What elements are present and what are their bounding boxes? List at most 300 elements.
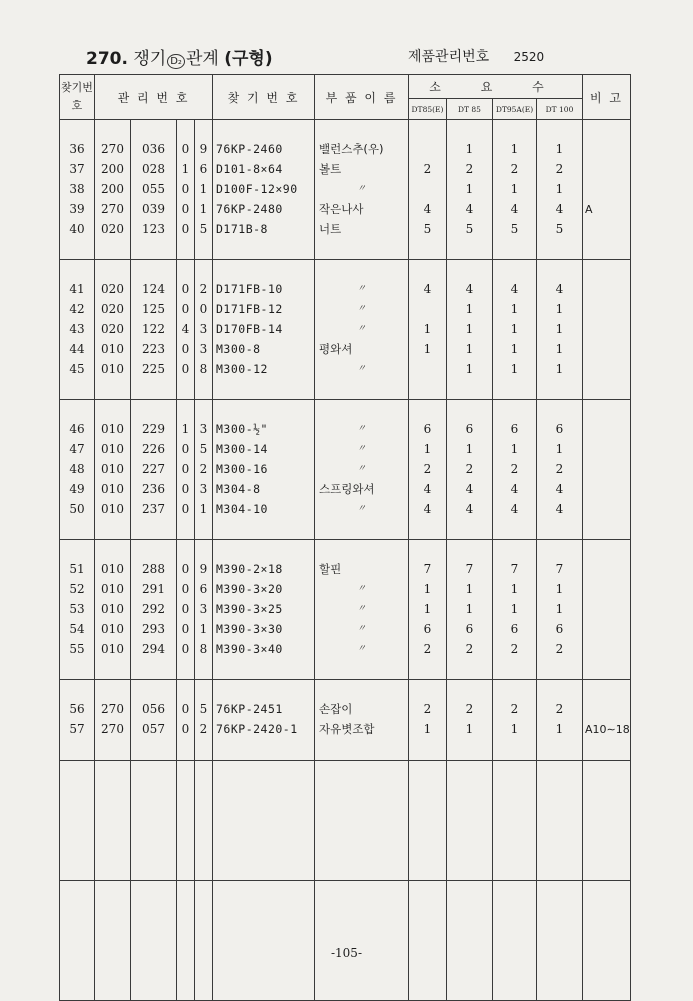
spacer-cell bbox=[213, 399, 315, 420]
col-model-dt95ae: DT95A(E) bbox=[493, 99, 537, 120]
spacer-cell bbox=[60, 399, 95, 420]
empty-cell bbox=[131, 760, 177, 880]
mgmt-2-cell: 294 bbox=[131, 639, 177, 659]
mgmt-4-cell: 0 bbox=[195, 300, 213, 320]
part-number-cell: M390-3×40 bbox=[213, 639, 315, 659]
part-number-cell: 76KP-2460 bbox=[213, 140, 315, 160]
qty-dt95ae-cell: 2 bbox=[493, 639, 537, 659]
mgmt-4-cell: 1 bbox=[195, 619, 213, 639]
spacer-cell bbox=[409, 399, 447, 420]
col-model-dt85: DT 85 bbox=[447, 99, 493, 120]
spacer-cell bbox=[213, 539, 315, 560]
empty-cell bbox=[583, 760, 631, 880]
spacer-cell bbox=[131, 679, 177, 700]
mgmt-2-cell: 125 bbox=[131, 300, 177, 320]
find-no-cell: 55 bbox=[60, 639, 95, 659]
empty-cell bbox=[213, 880, 315, 1000]
qty-dt100-cell: 4 bbox=[537, 479, 583, 499]
qty-dt85e-cell: 2 bbox=[409, 639, 447, 659]
mgmt-3-cell: 0 bbox=[177, 639, 195, 659]
mgmt-2-cell: 227 bbox=[131, 460, 177, 480]
qty-dt100-cell: 6 bbox=[537, 420, 583, 440]
remarks-cell bbox=[583, 580, 631, 600]
page-title bbox=[86, 44, 273, 69]
spacer-cell bbox=[131, 519, 177, 540]
qty-dt95ae-cell: 7 bbox=[493, 560, 537, 580]
mgmt-2-cell: 292 bbox=[131, 600, 177, 620]
parts-table bbox=[59, 74, 631, 1001]
qty-dt85-cell: 1 bbox=[447, 600, 493, 620]
mgmt-4-cell: 8 bbox=[195, 639, 213, 659]
qty-dt85e-cell: 4 bbox=[409, 499, 447, 519]
empty-cell bbox=[60, 880, 95, 1000]
spacer-cell bbox=[447, 399, 493, 420]
spacer-cell bbox=[447, 259, 493, 280]
spacer-cell bbox=[195, 740, 213, 761]
empty-cell bbox=[177, 880, 195, 1000]
qty-dt85e-cell: 6 bbox=[409, 619, 447, 639]
qty-dt85-cell: 5 bbox=[447, 219, 493, 239]
remarks-cell bbox=[583, 639, 631, 659]
remarks-cell bbox=[583, 219, 631, 239]
part-number-cell: D170FB-14 bbox=[213, 320, 315, 340]
mgmt-2-cell: 288 bbox=[131, 560, 177, 580]
part-name-cell: 자유볏조합 bbox=[315, 720, 409, 740]
qty-dt85e-cell bbox=[409, 140, 447, 160]
mgmt-1-cell: 010 bbox=[95, 359, 131, 379]
empty-cell bbox=[493, 880, 537, 1000]
remarks-cell bbox=[583, 180, 631, 200]
qty-dt95ae-cell: 1 bbox=[493, 320, 537, 340]
spacer-cell bbox=[177, 539, 195, 560]
spacer-cell bbox=[537, 399, 583, 420]
mgmt-1-cell: 270 bbox=[95, 700, 131, 720]
remarks-cell bbox=[583, 619, 631, 639]
mgmt-4-cell: 5 bbox=[195, 219, 213, 239]
table-row bbox=[60, 720, 631, 740]
remarks-cell bbox=[583, 339, 631, 359]
table-row bbox=[60, 180, 631, 200]
qty-dt85e-cell bbox=[409, 359, 447, 379]
product-code-value: 2520 bbox=[513, 50, 545, 64]
mgmt-2-cell: 057 bbox=[131, 720, 177, 740]
group-spacer-top bbox=[60, 120, 631, 141]
part-number-cell: M304-10 bbox=[213, 499, 315, 519]
qty-dt85e-cell: 4 bbox=[409, 479, 447, 499]
mgmt-2-cell: 124 bbox=[131, 280, 177, 300]
table-row bbox=[60, 499, 631, 519]
qty-dt85e-cell: 2 bbox=[409, 460, 447, 480]
qty-dt85e-cell: 1 bbox=[409, 580, 447, 600]
part-number-cell: M300-14 bbox=[213, 440, 315, 460]
group-spacer-bottom bbox=[60, 740, 631, 761]
group-spacer-top bbox=[60, 259, 631, 280]
mgmt-4-cell: 3 bbox=[195, 600, 213, 620]
spacer-cell bbox=[315, 740, 409, 761]
remarks-cell bbox=[583, 440, 631, 460]
mgmt-2-cell: 293 bbox=[131, 619, 177, 639]
title-prefix: 쟁기 bbox=[133, 49, 167, 69]
part-name-cell: 〃 bbox=[315, 359, 409, 379]
spacer-cell bbox=[195, 120, 213, 141]
qty-dt95ae-cell: 1 bbox=[493, 580, 537, 600]
mgmt-2-cell: 123 bbox=[131, 219, 177, 239]
empty-cell bbox=[131, 880, 177, 1000]
table-row bbox=[60, 339, 631, 359]
remarks-cell bbox=[583, 420, 631, 440]
empty-cell bbox=[195, 760, 213, 880]
part-name-cell: 평와셔 bbox=[315, 339, 409, 359]
table-row bbox=[60, 639, 631, 659]
remarks-cell bbox=[583, 359, 631, 379]
spacer-cell bbox=[60, 659, 95, 680]
qty-dt85e-cell: 1 bbox=[409, 600, 447, 620]
spacer-cell bbox=[583, 379, 631, 400]
spacer-cell bbox=[409, 679, 447, 700]
empty-cell bbox=[195, 880, 213, 1000]
remarks-cell bbox=[583, 460, 631, 480]
spacer-cell bbox=[95, 120, 131, 141]
empty-cell bbox=[95, 760, 131, 880]
part-name-cell: 〃 bbox=[315, 300, 409, 320]
col-model-dt100: DT 100 bbox=[537, 99, 583, 120]
table-row bbox=[60, 219, 631, 239]
mgmt-1-cell: 020 bbox=[95, 320, 131, 340]
qty-dt100-cell: 1 bbox=[537, 440, 583, 460]
mgmt-3-cell: 0 bbox=[177, 600, 195, 620]
col-model-dt85e: DT85(E) bbox=[409, 99, 447, 120]
remarks-cell bbox=[583, 700, 631, 720]
mgmt-2-cell: 028 bbox=[131, 160, 177, 180]
qty-dt85-cell: 7 bbox=[447, 560, 493, 580]
find-no-cell: 42 bbox=[60, 300, 95, 320]
spacer-cell bbox=[537, 259, 583, 280]
empty-cell bbox=[409, 760, 447, 880]
qty-dt95ae-cell: 1 bbox=[493, 300, 537, 320]
qty-dt100-cell: 1 bbox=[537, 720, 583, 740]
spacer-cell bbox=[493, 539, 537, 560]
mgmt-1-cell: 010 bbox=[95, 639, 131, 659]
find-no-cell: 53 bbox=[60, 600, 95, 620]
qty-dt85-cell: 6 bbox=[447, 619, 493, 639]
table-row bbox=[60, 460, 631, 480]
spacer-cell bbox=[213, 120, 315, 141]
qty-dt85e-cell bbox=[409, 300, 447, 320]
empty-cell bbox=[409, 880, 447, 1000]
spacer-cell bbox=[447, 740, 493, 761]
group-spacer-top bbox=[60, 539, 631, 560]
section-number: 270. bbox=[86, 49, 128, 69]
mgmt-4-cell: 3 bbox=[195, 339, 213, 359]
title-circled-label: D₂ bbox=[167, 54, 185, 69]
part-name-cell: 밸런스추(우) bbox=[315, 140, 409, 160]
spacer-cell bbox=[177, 399, 195, 420]
find-no-cell: 47 bbox=[60, 440, 95, 460]
qty-dt85e-cell: 4 bbox=[409, 199, 447, 219]
mgmt-4-cell: 3 bbox=[195, 420, 213, 440]
qty-dt85-cell: 1 bbox=[447, 300, 493, 320]
qty-dt95ae-cell: 1 bbox=[493, 600, 537, 620]
spacer-cell bbox=[213, 379, 315, 400]
mgmt-3-cell: 0 bbox=[177, 359, 195, 379]
empty-cell bbox=[315, 880, 409, 1000]
qty-dt85e-cell: 5 bbox=[409, 219, 447, 239]
find-no-cell: 40 bbox=[60, 219, 95, 239]
qty-dt95ae-cell: 1 bbox=[493, 180, 537, 200]
spacer-cell bbox=[195, 539, 213, 560]
mgmt-4-cell: 3 bbox=[195, 320, 213, 340]
mgmt-2-cell: 039 bbox=[131, 199, 177, 219]
mgmt-1-cell: 010 bbox=[95, 580, 131, 600]
qty-dt100-cell: 7 bbox=[537, 560, 583, 580]
remarks-cell bbox=[583, 300, 631, 320]
spacer-cell bbox=[493, 659, 537, 680]
part-number-cell: 76KP-2480 bbox=[213, 199, 315, 219]
spacer-cell bbox=[177, 659, 195, 680]
spacer-cell bbox=[409, 379, 447, 400]
spacer-cell bbox=[131, 379, 177, 400]
mgmt-1-cell: 010 bbox=[95, 560, 131, 580]
part-name-cell: 〃 bbox=[315, 440, 409, 460]
part-number-cell: D171FB-10 bbox=[213, 280, 315, 300]
find-no-cell: 49 bbox=[60, 479, 95, 499]
mgmt-3-cell: 0 bbox=[177, 720, 195, 740]
qty-dt100-cell: 5 bbox=[537, 219, 583, 239]
table-row bbox=[60, 160, 631, 180]
remarks-cell bbox=[583, 160, 631, 180]
spacer-cell bbox=[60, 679, 95, 700]
qty-dt95ae-cell: 1 bbox=[493, 140, 537, 160]
spacer-cell bbox=[409, 259, 447, 280]
spacer-cell bbox=[537, 120, 583, 141]
find-no-cell: 41 bbox=[60, 280, 95, 300]
spacer-cell bbox=[315, 239, 409, 260]
part-name-cell: 〃 bbox=[315, 600, 409, 620]
spacer-cell bbox=[131, 120, 177, 141]
table-row bbox=[60, 320, 631, 340]
part-number-cell: M390-3×25 bbox=[213, 600, 315, 620]
mgmt-2-cell: 237 bbox=[131, 499, 177, 519]
spacer-cell bbox=[315, 259, 409, 280]
spacer-cell bbox=[493, 519, 537, 540]
mgmt-1-cell: 010 bbox=[95, 460, 131, 480]
mgmt-1-cell: 270 bbox=[95, 140, 131, 160]
spacer-cell bbox=[131, 539, 177, 560]
mgmt-1-cell: 010 bbox=[95, 440, 131, 460]
spacer-cell bbox=[315, 539, 409, 560]
spacer-cell bbox=[195, 519, 213, 540]
part-name-cell: 할핀 bbox=[315, 560, 409, 580]
spacer-cell bbox=[493, 740, 537, 761]
qty-dt100-cell: 1 bbox=[537, 339, 583, 359]
qty-dt100-cell: 1 bbox=[537, 140, 583, 160]
group-spacer-bottom bbox=[60, 659, 631, 680]
spacer-cell bbox=[131, 259, 177, 280]
find-no-cell: 43 bbox=[60, 320, 95, 340]
qty-dt100-cell: 4 bbox=[537, 199, 583, 219]
find-no-cell: 52 bbox=[60, 580, 95, 600]
spacer-cell bbox=[315, 399, 409, 420]
mgmt-2-cell: 225 bbox=[131, 359, 177, 379]
remarks-cell bbox=[583, 140, 631, 160]
spacer-cell bbox=[60, 740, 95, 761]
qty-dt85-cell: 1 bbox=[447, 580, 493, 600]
spacer-cell bbox=[583, 519, 631, 540]
mgmt-2-cell: 122 bbox=[131, 320, 177, 340]
spacer-cell bbox=[447, 519, 493, 540]
find-no-cell: 46 bbox=[60, 420, 95, 440]
spacer-cell bbox=[315, 379, 409, 400]
spacer-cell bbox=[409, 539, 447, 560]
spacer-cell bbox=[60, 519, 95, 540]
empty-cell bbox=[537, 760, 583, 880]
part-name-cell: 〃 bbox=[315, 499, 409, 519]
spacer-cell bbox=[493, 259, 537, 280]
mgmt-4-cell: 2 bbox=[195, 280, 213, 300]
mgmt-4-cell: 1 bbox=[195, 199, 213, 219]
mgmt-1-cell: 010 bbox=[95, 499, 131, 519]
table-row bbox=[60, 199, 631, 219]
spacer-cell bbox=[583, 239, 631, 260]
mgmt-3-cell: 1 bbox=[177, 160, 195, 180]
mgmt-1-cell: 010 bbox=[95, 600, 131, 620]
group-spacer-bottom bbox=[60, 519, 631, 540]
empty-cell bbox=[95, 880, 131, 1000]
qty-dt85e-cell bbox=[409, 180, 447, 200]
spacer-cell bbox=[409, 239, 447, 260]
spacer-cell bbox=[583, 539, 631, 560]
mgmt-3-cell: 0 bbox=[177, 180, 195, 200]
product-code-label bbox=[408, 46, 544, 66]
qty-dt95ae-cell: 1 bbox=[493, 440, 537, 460]
qty-dt85e-cell: 6 bbox=[409, 420, 447, 440]
qty-dt100-cell: 1 bbox=[537, 300, 583, 320]
remarks-cell bbox=[583, 280, 631, 300]
col-mgmt-no: 관 리 번 호 bbox=[95, 75, 213, 120]
spacer-cell bbox=[60, 539, 95, 560]
part-name-cell: 작은나사 bbox=[315, 199, 409, 219]
empty-cell bbox=[583, 880, 631, 1000]
mgmt-1-cell: 270 bbox=[95, 720, 131, 740]
qty-dt100-cell: 1 bbox=[537, 180, 583, 200]
spacer-cell bbox=[195, 399, 213, 420]
qty-dt100-cell: 2 bbox=[537, 460, 583, 480]
spacer-cell bbox=[537, 519, 583, 540]
col-find-no: 찾기번호 bbox=[60, 75, 95, 120]
col-part-name: 부 품 이 름 bbox=[315, 75, 409, 120]
part-name-cell: 너트 bbox=[315, 219, 409, 239]
empty-cell bbox=[537, 880, 583, 1000]
qty-dt85e-cell: 2 bbox=[409, 700, 447, 720]
remarks-cell: A bbox=[583, 199, 631, 219]
spacer-cell bbox=[95, 379, 131, 400]
table-row bbox=[60, 600, 631, 620]
spacer-cell bbox=[447, 379, 493, 400]
spacer-cell bbox=[177, 679, 195, 700]
mgmt-3-cell: 0 bbox=[177, 619, 195, 639]
spacer-cell bbox=[213, 519, 315, 540]
col-quantity: 소 요 수 bbox=[409, 75, 583, 99]
table-row bbox=[60, 440, 631, 460]
table-row bbox=[60, 479, 631, 499]
mgmt-4-cell: 1 bbox=[195, 499, 213, 519]
spacer-cell bbox=[131, 740, 177, 761]
part-number-cell: 76KP-2420-1 bbox=[213, 720, 315, 740]
empty-cell bbox=[493, 760, 537, 880]
spacer-cell bbox=[131, 239, 177, 260]
find-no-cell: 56 bbox=[60, 700, 95, 720]
mgmt-1-cell: 010 bbox=[95, 479, 131, 499]
mgmt-2-cell: 236 bbox=[131, 479, 177, 499]
find-no-cell: 45 bbox=[60, 359, 95, 379]
mgmt-3-cell: 0 bbox=[177, 280, 195, 300]
mgmt-4-cell: 2 bbox=[195, 720, 213, 740]
spacer-cell bbox=[583, 120, 631, 141]
empty-cell bbox=[447, 880, 493, 1000]
mgmt-2-cell: 036 bbox=[131, 140, 177, 160]
empty-cell bbox=[315, 760, 409, 880]
find-no-cell: 48 bbox=[60, 460, 95, 480]
spacer-cell bbox=[537, 659, 583, 680]
table-row bbox=[60, 580, 631, 600]
spacer-cell bbox=[583, 679, 631, 700]
qty-dt85-cell: 4 bbox=[447, 199, 493, 219]
qty-dt100-cell: 1 bbox=[537, 600, 583, 620]
mgmt-2-cell: 055 bbox=[131, 180, 177, 200]
find-no-cell: 57 bbox=[60, 720, 95, 740]
table-row bbox=[60, 359, 631, 379]
spacer-cell bbox=[537, 679, 583, 700]
table-row bbox=[60, 280, 631, 300]
qty-dt85-cell: 1 bbox=[447, 140, 493, 160]
spacer-cell bbox=[95, 239, 131, 260]
spacer-cell bbox=[177, 740, 195, 761]
spacer-cell bbox=[95, 659, 131, 680]
part-name-cell: 〃 bbox=[315, 280, 409, 300]
group-spacer-top bbox=[60, 399, 631, 420]
spacer-cell bbox=[409, 120, 447, 141]
spacer-cell bbox=[315, 120, 409, 141]
mgmt-1-cell: 270 bbox=[95, 199, 131, 219]
spacer-cell bbox=[213, 259, 315, 280]
mgmt-3-cell: 4 bbox=[177, 320, 195, 340]
find-no-cell: 54 bbox=[60, 619, 95, 639]
qty-dt95ae-cell: 6 bbox=[493, 420, 537, 440]
part-name-cell: 〃 bbox=[315, 320, 409, 340]
part-name-cell: 볼트 bbox=[315, 160, 409, 180]
spacer-cell bbox=[60, 239, 95, 260]
find-no-cell: 36 bbox=[60, 140, 95, 160]
mgmt-3-cell: 0 bbox=[177, 219, 195, 239]
empty-row-block bbox=[60, 880, 631, 1000]
spacer-cell bbox=[493, 379, 537, 400]
spacer-cell bbox=[60, 379, 95, 400]
part-number-cell: M304-8 bbox=[213, 479, 315, 499]
empty-cell bbox=[60, 760, 95, 880]
mgmt-2-cell: 056 bbox=[131, 700, 177, 720]
mgmt-2-cell: 226 bbox=[131, 440, 177, 460]
qty-dt85-cell: 1 bbox=[447, 359, 493, 379]
find-no-cell: 38 bbox=[60, 180, 95, 200]
part-number-cell: D100F-12×90 bbox=[213, 180, 315, 200]
remarks-cell bbox=[583, 479, 631, 499]
qty-dt100-cell: 1 bbox=[537, 580, 583, 600]
spacer-cell bbox=[583, 399, 631, 420]
spacer-cell bbox=[493, 399, 537, 420]
empty-row-block bbox=[60, 760, 631, 880]
spacer-cell bbox=[213, 659, 315, 680]
qty-dt95ae-cell: 1 bbox=[493, 359, 537, 379]
